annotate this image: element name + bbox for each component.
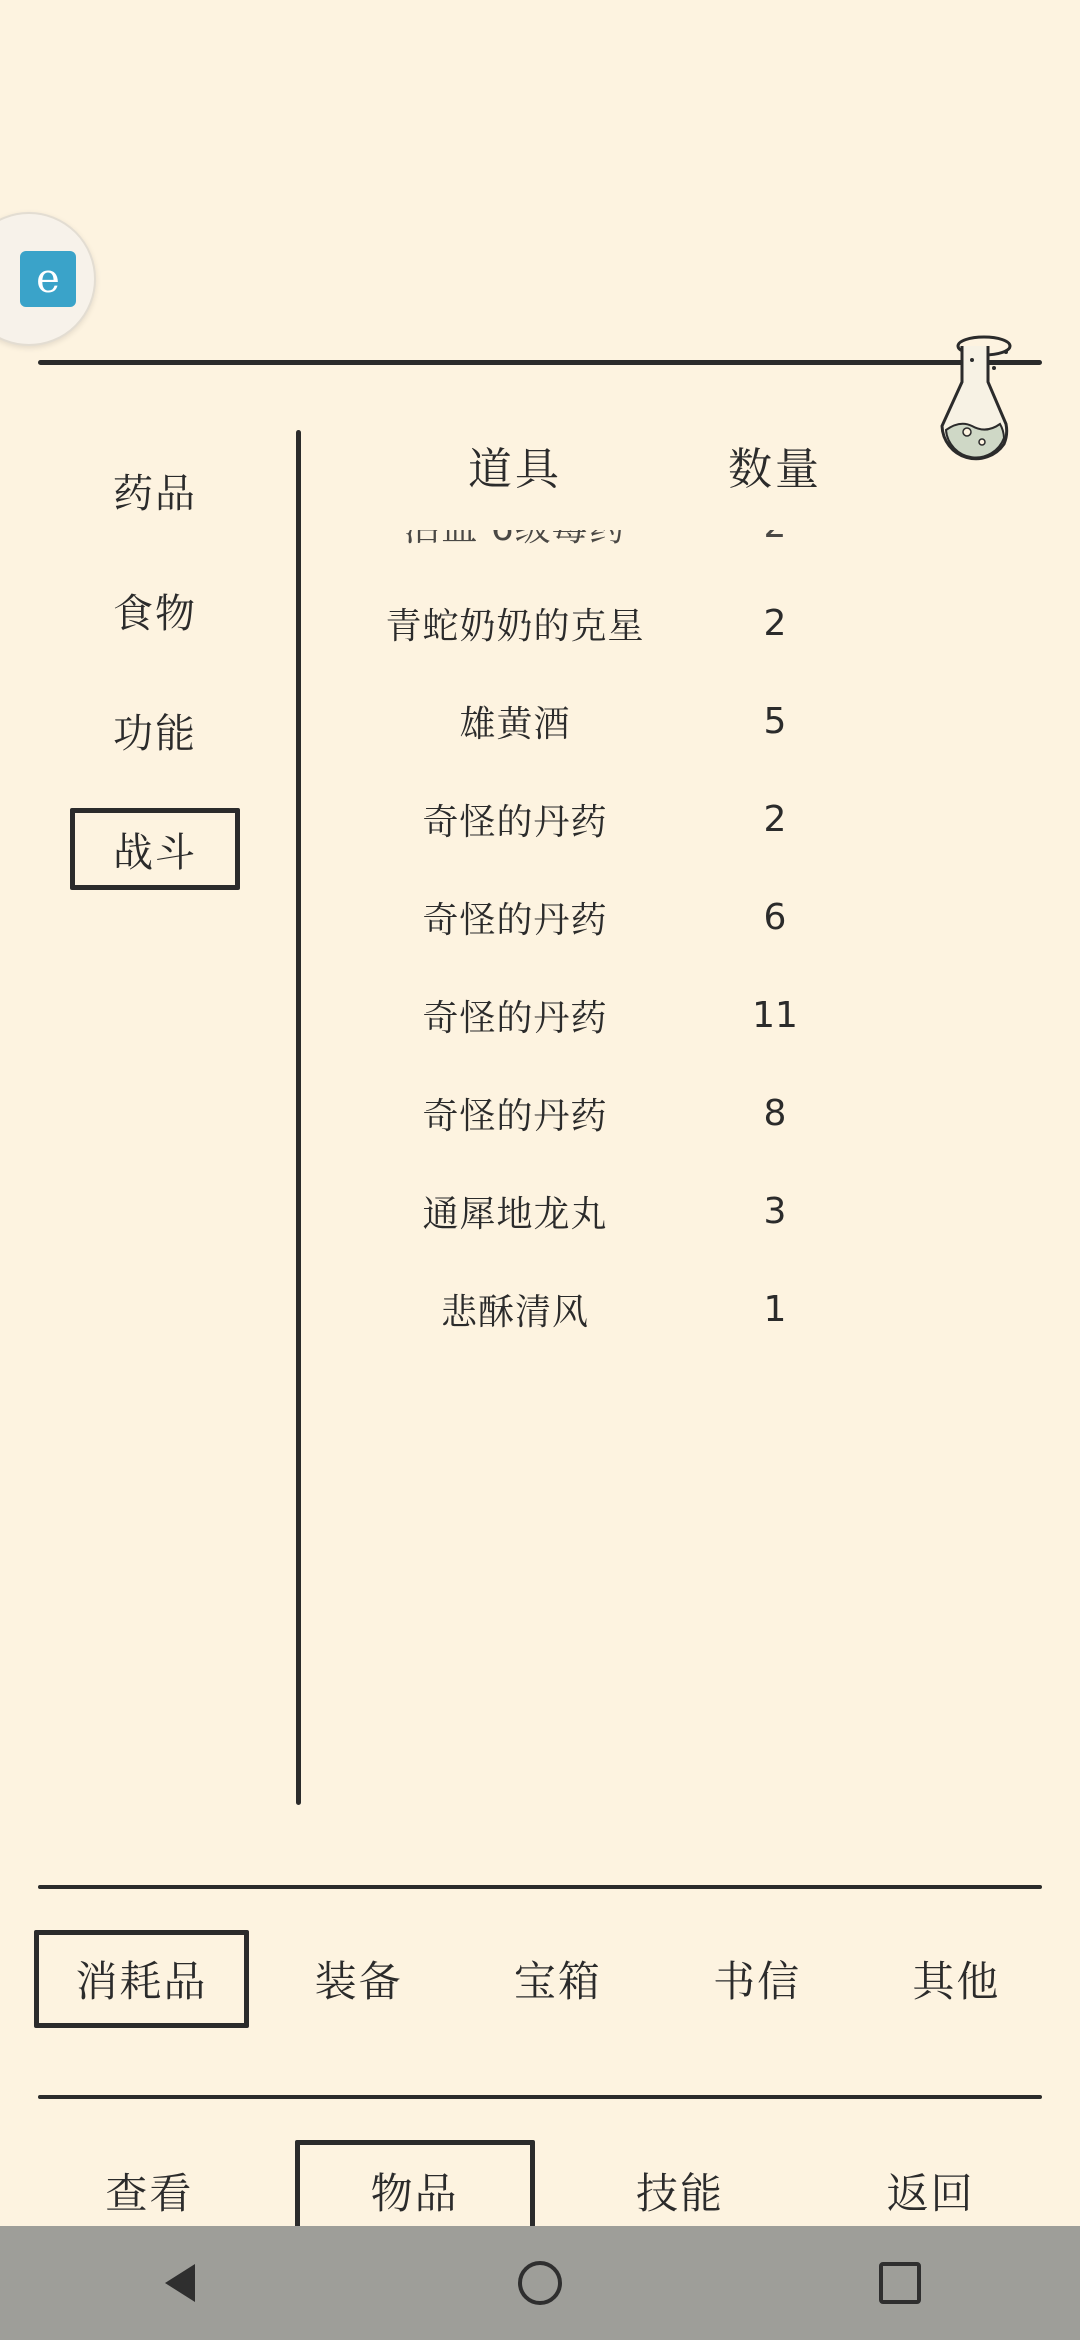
assistant-bubble-icon: e — [20, 251, 76, 307]
recents-square-icon — [879, 2262, 921, 2304]
table-row[interactable] — [330, 1260, 850, 1358]
item-name: 奇怪的丹药 — [422, 899, 608, 941]
android-nav-bar — [0, 2226, 1080, 2340]
tab-label: 装备 — [314, 1957, 403, 2006]
item-name: 青蛇奶奶的克星 — [385, 605, 645, 647]
table-row[interactable] — [330, 770, 850, 868]
item-name: 通犀地龙丸 — [422, 1193, 608, 1235]
tab-bar — [24, 1930, 1056, 2028]
item-quantity: 1 — [763, 1288, 787, 1330]
action-label: 查看 — [105, 2169, 194, 2218]
divider-top — [38, 360, 1042, 365]
category-label: 战斗 — [113, 829, 197, 876]
item-quantity: 5 — [763, 700, 787, 742]
nav-home-button[interactable] — [480, 2226, 600, 2340]
column-header-name: 道具 — [468, 444, 562, 495]
item-quantity: 11 — [752, 994, 798, 1036]
table-row[interactable] — [330, 868, 850, 966]
category-item-food[interactable] — [40, 550, 270, 670]
action-skills[interactable] — [555, 2145, 806, 2237]
item-quantity: 6 — [763, 896, 787, 938]
nav-recents-button[interactable] — [840, 2226, 960, 2340]
table-row[interactable] — [330, 1064, 850, 1162]
divider-middle — [38, 1885, 1042, 1889]
table-row[interactable] — [330, 574, 850, 672]
category-label: 食物 — [113, 590, 197, 637]
tab-label: 其他 — [912, 1957, 1001, 2006]
tab-label: 宝箱 — [513, 1957, 602, 2006]
category-item-function[interactable] — [40, 670, 270, 790]
category-label: 功能 — [113, 710, 197, 757]
divider-bottom — [38, 2095, 1042, 2099]
item-name: 奇怪的丹药 — [422, 1095, 608, 1137]
tab-consumables[interactable] — [34, 1930, 249, 2028]
item-quantity: 2 — [763, 602, 787, 644]
item-table — [330, 420, 850, 510]
category-item-battle[interactable] — [70, 808, 240, 890]
back-triangle-icon — [165, 2264, 195, 2302]
tab-label: 书信 — [713, 1957, 802, 2006]
column-header-quantity: 数量 — [728, 444, 822, 495]
action-label: 返回 — [886, 2169, 975, 2218]
table-row[interactable] — [330, 966, 850, 1064]
tab-label: 消耗品 — [75, 1957, 208, 2006]
action-label: 技能 — [636, 2169, 725, 2218]
action-label: 物品 — [370, 2169, 459, 2218]
divider-vertical — [296, 430, 301, 1805]
list-clip-mask — [330, 508, 850, 530]
tab-other[interactable] — [857, 1935, 1056, 2023]
item-name: 奇怪的丹药 — [422, 801, 608, 843]
potion-flask-icon — [922, 330, 1042, 470]
item-quantity: 2 — [763, 798, 787, 840]
action-view[interactable] — [24, 2145, 275, 2237]
action-back[interactable] — [805, 2145, 1056, 2237]
tab-treasure[interactable] — [458, 1935, 657, 2023]
item-table-header — [330, 420, 850, 510]
item-list[interactable] — [330, 508, 850, 1798]
table-row[interactable] — [330, 1162, 850, 1260]
item-name: 悲酥清风 — [440, 1291, 589, 1333]
item-quantity: 8 — [763, 1092, 787, 1134]
table-row[interactable] — [330, 672, 850, 770]
item-name: 奇怪的丹药 — [422, 997, 608, 1039]
tab-letters[interactable] — [658, 1935, 857, 2023]
home-circle-icon — [518, 2261, 562, 2305]
category-column — [40, 430, 270, 890]
category-label: 药品 — [113, 470, 197, 517]
item-quantity: 3 — [763, 1190, 787, 1232]
assistant-bubble[interactable] — [0, 212, 96, 346]
nav-back-button[interactable] — [120, 2226, 240, 2340]
tab-equipment[interactable] — [259, 1935, 458, 2023]
item-name: 雄黄酒 — [459, 703, 571, 745]
category-item-medicine[interactable] — [40, 430, 270, 550]
